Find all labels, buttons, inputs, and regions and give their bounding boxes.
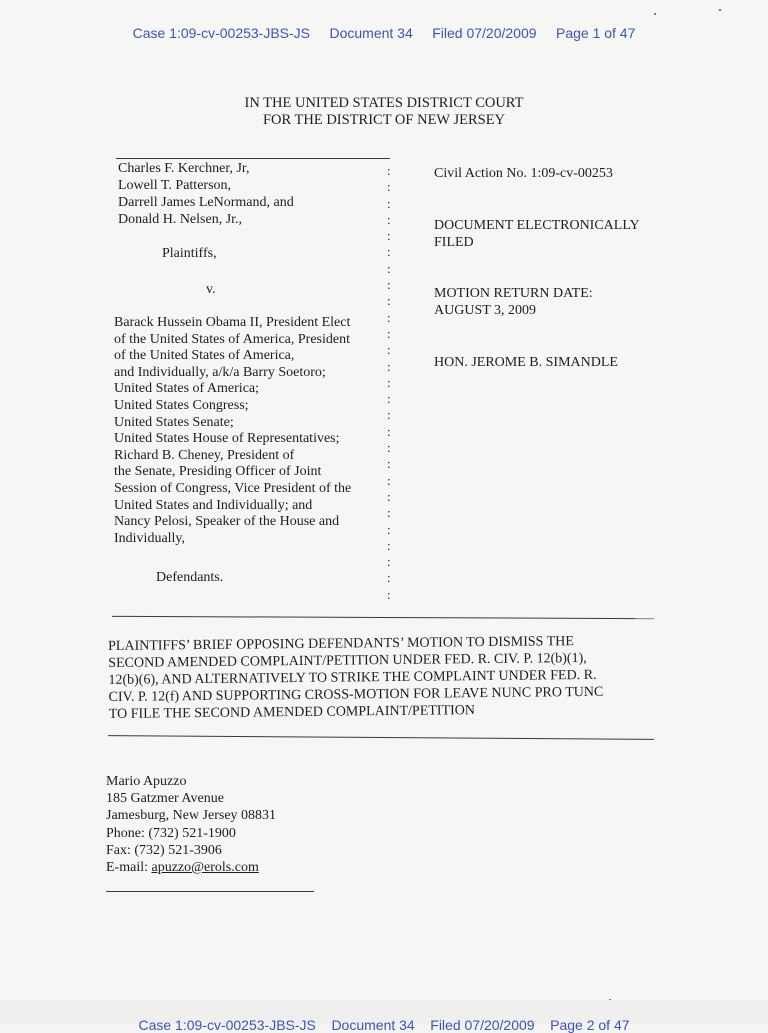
civil-action-number: Civil Action No. 1:09-cv-00253 — [434, 166, 613, 181]
defendants-label: Defendants. — [156, 570, 224, 585]
defendant-line: United States and Individually; and — [114, 497, 313, 513]
counsel-phone: Phone: (732) 521-1900 — [106, 825, 236, 841]
defendant-line: the Senate, Presiding Officer of Joint — [114, 464, 322, 480]
brief-title-line: SECOND AMENDED COMPLAINT/PETITION UNDER FED. R. CIV. P. 12(b)(1), — [108, 650, 587, 671]
defendant-line: Nancy Pelosi, Speaker of the House and — [114, 514, 340, 530]
brief-title-line: 12(b)(6), AND ALTERNATIVELY TO STRIKE THE COMPLAINT UNDER FED. R. — [108, 667, 597, 688]
plaintiff-name: Lowell T. Patterson, — [118, 178, 232, 193]
email-link[interactable]: apuzzo@erols.com — [151, 860, 259, 876]
plaintiff-name: Donald H. Nelsen, Jr., — [118, 212, 243, 227]
defendant-line: Individually, — [114, 530, 186, 546]
electronic-filing-notice — [434, 217, 640, 251]
counsel-street: 185 Gatzmer Avenue — [106, 791, 224, 807]
electronic-filing-line1: DOCUMENT ELECTRONICALLY — [434, 218, 640, 233]
versus-label: v. — [206, 282, 216, 297]
scan-speck — [719, 9, 721, 11]
return-date-label: MOTION RETURN DATE: — [434, 286, 593, 301]
caption-top-rule — [116, 158, 390, 159]
counsel-bottom-rule — [106, 891, 314, 892]
defendant-line: United States House of Representatives; — [114, 431, 340, 447]
defendant-line: United States Congress; — [114, 397, 249, 413]
defendant-line: United States of America; — [114, 381, 260, 397]
motion-return-date — [434, 285, 593, 319]
counsel-fax: Fax: (732) 521-3906 — [106, 842, 222, 858]
title-bottom-rule — [108, 735, 654, 740]
defendant-line: Barack Hussein Obama II, President Elect — [114, 315, 351, 330]
plaintiffs-list — [118, 160, 294, 228]
caption-colon-divider: : : : : : : : : : : : : : : : : : : : : : : : : : : : — [387, 163, 391, 602]
brief-title-line: TO FILE THE SECOND AMENDED COMPLAINT/PETITION — [108, 703, 476, 722]
judge-name: HON. JEROME B. SIMANDLE — [434, 355, 618, 370]
defendant-line: of the United States of America, — [114, 348, 295, 364]
case-number: Case 1:09-cv-00253-JBS-JS — [132, 25, 311, 41]
counsel-city: Jamesburg, New Jersey 08831 — [106, 808, 277, 824]
defendant-line: Richard B. Cheney, President of — [114, 447, 295, 463]
page-number: Page 1 of 47 — [555, 25, 636, 41]
brief-title-line: CIV. P. 12(f) AND SUPPORTING CROSS-MOTION FOR LEAVE NUNC PRO TUNC — [108, 684, 604, 705]
court-heading-line1: IN THE UNITED STATES DISTRICT COURT — [244, 95, 524, 111]
defendant-line: Session of Congress, Vice President of the — [114, 480, 352, 496]
brief-title-line: PLAINTIFFS’ BRIEF OPPOSING DEFENDANTS’ MOTION TO DISMISS THE — [108, 634, 574, 654]
email-label: E-mail: — [106, 860, 152, 876]
next-page-header-stamp: Case 1:09-cv-00253-JBS-JS Document 34 Filed 07/20/2009 Page 2 of 47 — [138, 1017, 630, 1033]
document-number: Document 34 — [329, 25, 413, 41]
counsel-signature-block — [106, 773, 276, 876]
defendants-list — [114, 315, 351, 547]
counsel-email-row — [106, 859, 276, 876]
counsel-name: Mario Apuzzo — [106, 774, 187, 789]
court-heading — [0, 95, 768, 129]
plaintiff-name: Charles F. Kerchner, Jr, — [118, 161, 250, 176]
defendant-line: and Individually, a/k/a Barry Soetoro; — [114, 364, 326, 380]
court-heading-line2: FOR THE DISTRICT OF NEW JERSEY — [262, 112, 506, 128]
plaintiff-name: Darrell James LeNormand, and — [118, 195, 294, 210]
caption-bottom-rule — [112, 616, 654, 619]
scan-speck — [654, 13, 656, 15]
plaintiffs-label: Plaintiffs, — [162, 246, 217, 261]
filed-date: Filed 07/20/2009 — [432, 25, 537, 41]
return-date-value: AUGUST 3, 2009 — [434, 303, 537, 318]
electronic-filing-line2: FILED — [434, 235, 474, 250]
brief-title — [108, 632, 669, 723]
defendant-line: United States Senate; — [114, 414, 234, 430]
ecf-header-stamp — [0, 25, 768, 41]
defendant-line: of the United States of America, President — [114, 331, 350, 347]
